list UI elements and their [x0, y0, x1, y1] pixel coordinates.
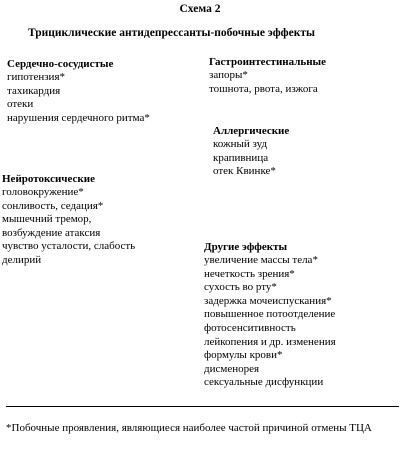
effect-item: чувство усталости, слабость — [2, 240, 136, 252]
effects-list-allergic — [213, 138, 289, 179]
effect-item: дисменорея — [204, 362, 260, 375]
effect-item: нарушения сердечного ритма* — [7, 111, 150, 124]
effect-item: фотосенситивность — [204, 321, 296, 334]
group-allergic — [213, 124, 289, 179]
effect-item: мышечний тремор, — [2, 213, 92, 225]
effect-item: тахикардия — [7, 84, 61, 97]
group-title-allergic: Аллергические — [213, 125, 290, 137]
effect-item: повышенное потоотделение — [204, 308, 336, 321]
effect-item: возбуждение атаксия — [2, 226, 101, 239]
group-title-cardiovascular: Сердечно-сосудистые — [7, 58, 114, 70]
effect-item: нечеткость зрения* — [204, 267, 295, 280]
effect-item: сексуальные дисфункции — [204, 376, 324, 389]
effects-list-gastrointestinal — [209, 69, 326, 96]
scheme-label: Схема 2 — [179, 3, 221, 15]
effect-item: кожный зуд — [213, 138, 268, 150]
footnote: *Побочные проявления, являющиеся наиболее частой причиной отмены ТЦА — [6, 422, 372, 434]
group-gastrointestinal — [209, 55, 326, 96]
effect-item: сонливость, седация* — [2, 199, 104, 212]
effect-item: задержка мочеиспускания* — [204, 294, 332, 307]
effect-item: тошнота, рвота, изжога — [209, 82, 318, 95]
group-neurotoxic — [2, 172, 135, 267]
effect-item: увеличение массы тела* — [204, 254, 318, 266]
effect-item: гипотензия* — [7, 71, 66, 83]
effect-item: головокружение* — [2, 186, 84, 198]
effects-list-cardiovascular — [7, 71, 150, 125]
group-cardiovascular — [7, 57, 150, 125]
footnote-divider — [6, 406, 399, 407]
effect-item: отек Квинке* — [213, 165, 276, 177]
group-title-gastrointestinal: Гастроинтестинальные — [209, 56, 327, 68]
group-other-effects — [204, 240, 336, 390]
effect-item: делирий — [2, 253, 42, 266]
effects-list-neurotoxic — [2, 186, 135, 267]
effect-item: крапивница — [213, 151, 269, 164]
effects-list-other — [204, 254, 336, 390]
effect-item: отеки — [7, 98, 34, 110]
page-title: Трициклические антидепрессанты-побочные эффекты — [28, 27, 315, 39]
effect-item: запоры* — [209, 69, 248, 81]
effect-item: лейкопения и др. изменения — [204, 335, 336, 348]
effect-item: формулы крови* — [204, 349, 283, 362]
group-title-neurotoxic: Нейротоксические — [2, 173, 95, 185]
effect-item: сухость во рту* — [204, 281, 277, 294]
group-title-other: Другие эффекты — [204, 241, 288, 253]
